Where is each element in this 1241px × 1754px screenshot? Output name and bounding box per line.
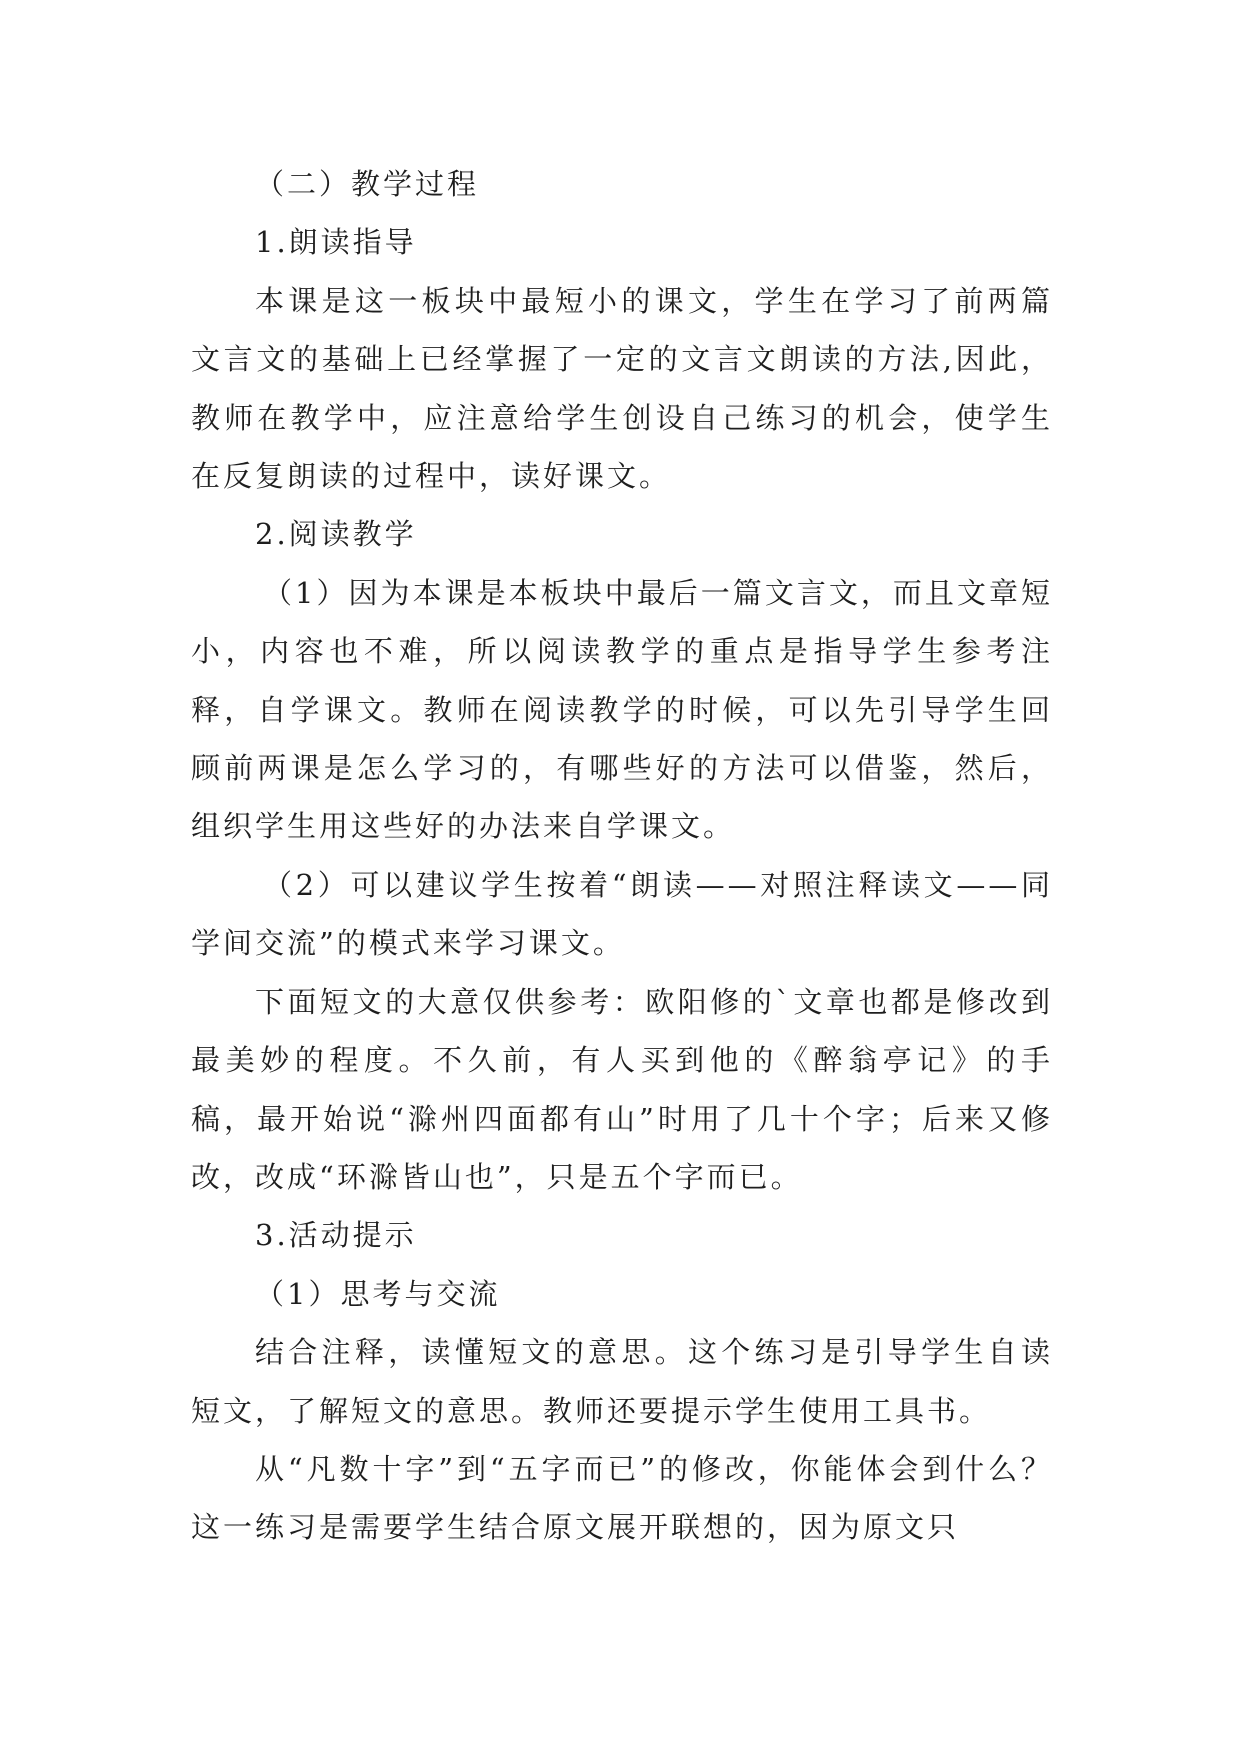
reading-guide-paragraph: 本课是这一板块中最短小的课文，学生在学习了前两篇文言文的基础上已经掌握了一定的文言文朗读的方法,因此，教师在教学中，应注意给学生创设自己练习的机会，使学生在反复朗读的过程中，读好课文。 (191, 283, 1053, 494)
reading-guide-heading: 1.朗读指导 (255, 225, 417, 260)
activity-1-question-paragraph: 从“凡数十字”到“五字而已”的修改，你能体会到什么？这一练习是需要学生结合原文展开联想的，因为原文只 (191, 1451, 1053, 1545)
document-body (191, 155, 1053, 1557)
activity-heading: 3.活动提示 (255, 1218, 417, 1253)
reading-teaching-item-2: （2）可以建议学生按着“朗读——对照注释读文——同学间交流”的模式来学习课文。 (191, 867, 1053, 961)
activity-1-heading: （1）思考与交流 (255, 1276, 501, 1311)
section-heading: （二）教学过程 (255, 167, 480, 201)
reading-teaching-heading: 2.阅读教学 (255, 517, 417, 552)
translation-reference-paragraph: 下面短文的大意仅供参考：欧阳修的`文章也都是修改到最美妙的程度。不久前，有人买到他的《醉翁亭记》的手稿，最开始说“滁州四面都有山”时用了几十个字；后来又修改，改成“环滁皆山也”，只是五个字而已。 (191, 984, 1053, 1194)
activity-1-paragraph: 结合注释，读懂短文的意思。这个练习是引导学生自读短文，了解短文的意思。教师还要提示学生使用工具书。 (191, 1335, 1053, 1428)
reading-teaching-item-1: （1）因为本课是本板块中最后一篇文言文，而且文章短小，内容也不难，所以阅读教学的重点是指导学生参考注释，自学课文。教师在阅读教学的时候，可以先引导学生回顾前两课是怎么学习的，有哪些好的方法可以借鉴，然后，组织学生用这些好的办法来自学课文。 (191, 575, 1053, 844)
